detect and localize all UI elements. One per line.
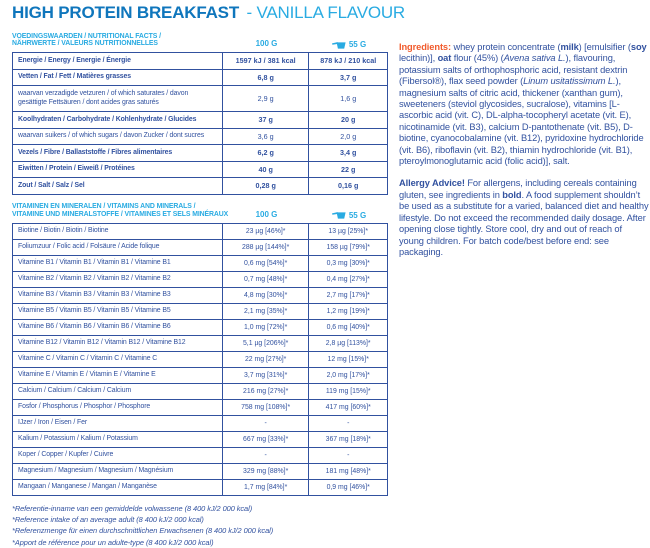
row-value-100g: 23 µg [46%]* xyxy=(223,224,310,239)
table-row xyxy=(13,383,387,399)
row-value-100g: 288 µg [144%]* xyxy=(223,240,310,255)
row-value-55g: 417 mg [60%]* xyxy=(325,403,371,411)
text-segment: flour (45%) ( xyxy=(451,53,504,64)
text-segment: . A food supplement shouldn’t be used as a substitute for a varied, balanced diet and healthy lifestyle. Do not exceed the recommended daily dosage. After opening close tightly. Store cool, dry and out of reach of young children. For batch code/best before end: see packaging. xyxy=(399,189,649,257)
header-line-2: VITAMINE UND MINERALSTOFFE / VITAMINES ET SELS MINÉRAUX xyxy=(12,210,229,218)
row-label: Vitamine B5 / Vitamin B5 / Vitamin B5 / Vitamine B5 xyxy=(13,304,223,319)
scoop-icon xyxy=(332,41,346,49)
row-value-55g: 2,7 mg [17%]* xyxy=(326,291,370,299)
header-line-2: NÄHRWERTE / VALEURS NUTRITIONNELLES xyxy=(12,40,158,48)
row-value-100g: 3,6 g xyxy=(223,129,310,145)
text-segment: ) [emulsifier ( xyxy=(578,42,631,52)
row-label: Vitamine B6 / Vitamin B6 / Vitamin B6 / Vitamine B6 xyxy=(13,320,223,335)
row-value-55g: 2,0 g xyxy=(340,131,357,141)
row-label: Biotine / Biotin / Biotin / Biotine xyxy=(13,224,223,239)
text-segment: whey protein concentrate ( xyxy=(453,42,561,52)
product-name: HIGH PROTEIN BREAKFAST xyxy=(12,3,240,22)
table-row xyxy=(13,128,387,145)
ingredients-paragraph xyxy=(399,42,649,167)
table-row xyxy=(13,177,387,194)
table-row xyxy=(13,415,387,431)
row-value-55g: - xyxy=(347,419,350,427)
table-row xyxy=(13,111,387,128)
text-segment: Linum usitatissimum L. xyxy=(523,76,616,87)
row-value-55g: 0,16 g xyxy=(338,181,359,191)
table-row xyxy=(13,351,387,367)
table-row xyxy=(13,463,387,479)
row-value-55g: 2,8 µg [113%]* xyxy=(325,339,371,347)
row-value-55g: 20 g xyxy=(341,115,356,125)
row-label: Fosfor / Phosphorus / Phosphor / Phosphore xyxy=(13,400,223,415)
row-value-55g: 0,3 mg [30%]* xyxy=(326,259,370,267)
row-value-55g: 878 kJ / 210 kcal xyxy=(320,56,377,66)
row-value-55g: 158 µg [79%]* xyxy=(326,243,370,251)
row-label: Foliumzuur / Folic acid / Folsäure / Acide folique xyxy=(13,240,223,255)
text-segment: Allergy Advice! xyxy=(399,178,465,189)
paragraph-label: Ingredients: xyxy=(399,42,454,52)
row-value-100g: 2,1 mg [35%]* xyxy=(223,304,310,319)
row-value-55g: 0,6 mg [40%]* xyxy=(326,323,370,331)
row-label: Mangaan / Manganese / Mangan / Manganèse xyxy=(13,480,223,495)
row-value-55g: 22 g xyxy=(341,164,356,174)
row-label: waarvan verzadigde vetzuren / of which saturates / davon gesättigte Fettsäuren / dont acides gras saturés xyxy=(13,86,223,111)
table-row xyxy=(13,85,387,111)
row-label: Magnesium / Magnesium / Magnesium / Magnésium xyxy=(13,464,223,479)
row-label: Vezels / Fibre / Ballaststoffe / Fibres alimentaires xyxy=(13,145,223,161)
info-panel xyxy=(399,42,649,258)
row-value-100g: 1,7 mg [84%]* xyxy=(223,480,310,495)
text-segment: bold xyxy=(502,189,522,200)
row-value-55g: 181 mg [48%]* xyxy=(325,467,371,475)
row-value-55g: 119 mg [15%]* xyxy=(325,387,371,395)
footnotes xyxy=(12,503,388,548)
table-row xyxy=(13,399,387,415)
row-label: Kalium / Potassium / Kalium / Potassium xyxy=(13,432,223,447)
row-value-100g: 216 mg [27%]* xyxy=(223,384,310,399)
row-value-100g: - xyxy=(223,416,310,431)
row-label: Koolhydraten / Carbohydrate / Kohlenhydrate / Glucides xyxy=(13,112,223,128)
row-label: waarvan suikers / of which sugars / davon Zucker / dont sucres xyxy=(13,129,223,145)
row-label: IJzer / Iron / Eisen / Fer xyxy=(13,416,223,431)
table-row xyxy=(13,319,387,335)
footnote: *Referenzmenge für einen durchschnittlichen Erwachsenen (8 400 kJ/2 000 kcal) xyxy=(12,526,274,536)
text-segment: ), magnesium salts of citric acid, thickener (xanthan gum), sweeteners (steviol glycosides, sucralose), vitamins [L-ascorbic acid (vit. C), DL-alpha-tocopheryl acetate (vit. E), nicotinamide (vit. B3), calcium D-pantothenate (vit. B5), D-biotine, cyanocobalamine (vit. B12), pyridoxine hydrochloride (vit. B6), riboflavin (vit. B2), thiamin hydrochloride (vit. B1), pteroylmonoglutamic acid (folic acid)], salt. xyxy=(399,76,644,167)
header-line-1: VOEDINGSWAARDEN / NUTRITIONAL FACTS / xyxy=(12,32,161,40)
row-value-55g: 367 mg [18%]* xyxy=(325,435,371,443)
row-label: Zout / Salt / Salz / Sel xyxy=(13,178,223,194)
text-segment: ), flavouring, potassium salts of orthophosphoric acid, resistant dextrin (Fibersol®), flax seed powder ( xyxy=(399,53,628,87)
text-segment: soy xyxy=(630,42,647,52)
table-row xyxy=(13,335,387,351)
table-row xyxy=(13,239,387,255)
row-label: Vitamine C / Vitamin C / Vitamin C / Vitamine C xyxy=(13,352,223,367)
column-header-100g: 100 G xyxy=(255,209,278,219)
row-value-55g: 13 µg [25%]* xyxy=(328,227,369,235)
table-row xyxy=(13,303,387,319)
allergy-advice-paragraph xyxy=(399,178,649,258)
table-row xyxy=(13,144,387,161)
column-header-100g: 100 G xyxy=(255,39,278,48)
scoop-icon xyxy=(332,211,346,219)
footnote: *Apport de référence pour un adulte-type (8 400 kJ/2 000 kcal) xyxy=(12,537,214,547)
vitamins-table xyxy=(12,223,388,496)
table-row xyxy=(13,161,387,178)
header-line-1: VITAMINEN EN MINERALEN / VITAMINS AND MINERALS / xyxy=(12,203,196,211)
row-value-100g: 758 mg [108%]* xyxy=(223,400,310,415)
table-row xyxy=(13,367,387,383)
text-segment: Avena sativa L. xyxy=(503,53,566,64)
row-value-100g: 40 g xyxy=(223,162,310,178)
row-value-55g: 2,0 mg [17%]* xyxy=(326,371,370,379)
column-header-55g-label: 55 G xyxy=(348,210,367,220)
row-value-55g: 0,9 mg [46%]* xyxy=(326,483,370,491)
table-row xyxy=(13,287,387,303)
text-segment: lecithin)], xyxy=(399,53,438,64)
nutrition-panel xyxy=(12,31,388,548)
column-header-55g xyxy=(310,40,388,49)
row-value-100g: 0,28 g xyxy=(223,178,310,194)
table-row xyxy=(13,53,387,69)
row-value-100g: 667 mg [33%]* xyxy=(223,432,310,447)
row-value-55g: 3,7 g xyxy=(340,72,357,82)
row-value-55g: 0,4 mg [27%]* xyxy=(326,275,370,283)
row-value-100g: 4,8 mg [30%]* xyxy=(223,288,310,303)
row-value-100g: 6,8 g xyxy=(223,70,310,86)
column-header-55g-label: 55 G xyxy=(348,40,367,49)
row-label: Calcium / Calcium / Calcium / Calcium xyxy=(13,384,223,399)
row-value-100g: 1,0 mg [72%]* xyxy=(223,320,310,335)
column-header-55g xyxy=(310,211,388,220)
vitamins-title xyxy=(12,203,228,218)
row-value-100g: - xyxy=(223,448,310,463)
text-segment: oat xyxy=(437,53,452,64)
table-row xyxy=(13,447,387,463)
table-row xyxy=(13,224,387,239)
text-segment: For allergens, including cereals containing gluten, see ingredients in xyxy=(399,178,637,200)
row-label: Vetten / Fat / Fett / Matières grasses xyxy=(13,70,223,86)
row-label: Vitamine B12 / Vitamin B12 / Vitamin B12 / Vitamine B12 xyxy=(13,336,223,351)
row-value-100g: 22 mg [27%]* xyxy=(223,352,310,367)
row-value-55g: - xyxy=(347,451,350,459)
vitamins-header xyxy=(12,202,388,219)
table-row xyxy=(13,479,387,495)
flavour-name: - VANILLA FLAVOUR xyxy=(246,3,406,22)
row-value-100g: 1597 kJ / 381 kcal xyxy=(223,53,310,69)
row-value-55g: 12 mg [15%]* xyxy=(327,355,369,363)
row-label: Vitamine B2 / Vitamin B2 / Vitamin B2 / Vitamine B2 xyxy=(13,272,223,287)
row-value-55g: 1,2 mg [19%]* xyxy=(326,307,370,315)
page-title xyxy=(12,3,405,23)
row-value-100g: 2,9 g xyxy=(223,86,310,111)
footnote: *Referentie-inname van een gemiddelde volwassene (8 400 kJ/2 000 kcal) xyxy=(12,503,253,513)
row-label: Energie / Energy / Energie / Énergie xyxy=(13,53,223,69)
row-label: Vitamine B3 / Vitamin B3 / Vitamin B3 / Vitamine B3 xyxy=(13,288,223,303)
table-row xyxy=(13,271,387,287)
row-label: Eiwitten / Protein / Eiweiß / Protéines xyxy=(13,162,223,178)
nutrition-facts-header xyxy=(12,31,388,48)
row-value-55g: 3,4 g xyxy=(340,148,357,158)
row-label: Vitamine E / Vitamin E / Vitamin E / Vitamine E xyxy=(13,368,223,383)
table-row xyxy=(13,431,387,447)
row-value-100g: 0,7 mg [48%]* xyxy=(223,272,310,287)
row-label: Vitamine B1 / Vitamin B1 / Vitamin B1 / Vitamine B1 xyxy=(13,256,223,271)
nutrition-facts-title xyxy=(12,33,161,48)
nutrition-table xyxy=(12,52,388,195)
row-label: Koper / Copper / Kupfer / Cuivre xyxy=(13,448,223,463)
table-row xyxy=(13,255,387,271)
row-value-55g: 1,6 g xyxy=(340,94,357,103)
row-value-100g: 6,2 g xyxy=(223,145,310,161)
footnote: *Reference intake of an average adult (8 400 kJ/2 000 kcal) xyxy=(12,514,204,524)
text-segment: milk xyxy=(560,42,579,52)
row-value-100g: 5,1 µg [206%]* xyxy=(223,336,310,351)
row-value-100g: 3,7 mg [31%]* xyxy=(223,368,310,383)
row-value-100g: 0,6 mg [54%]* xyxy=(223,256,310,271)
table-row xyxy=(13,69,387,86)
row-value-100g: 37 g xyxy=(223,112,310,128)
row-value-100g: 329 mg [88%]* xyxy=(223,464,310,479)
